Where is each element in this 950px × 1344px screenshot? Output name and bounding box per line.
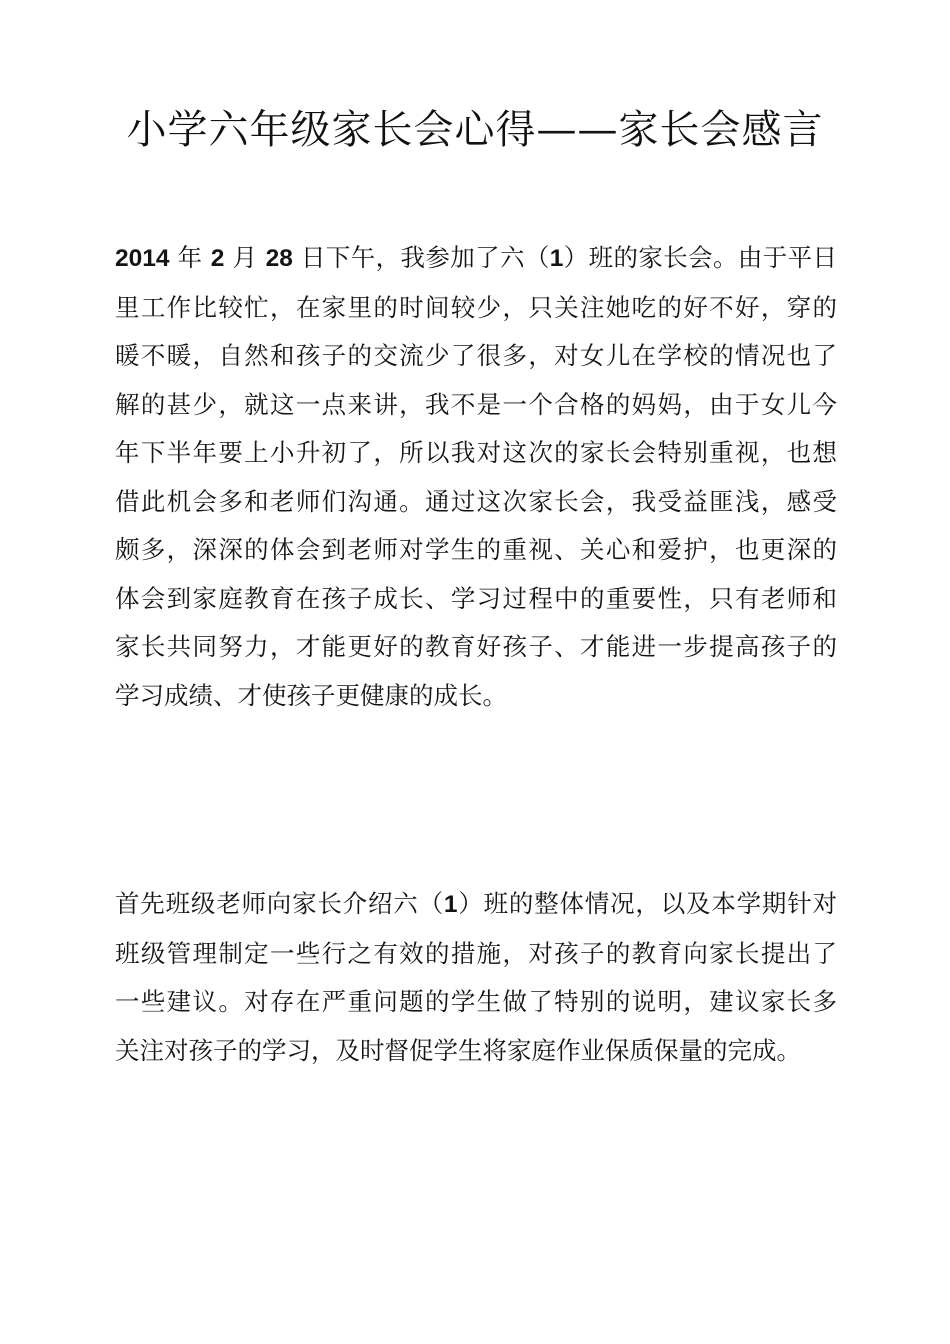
text-segment: 年 (169, 243, 211, 272)
text-segment: ）班的整体情况，以及本学期针对 (457, 889, 838, 918)
text-line: 体会到家庭教育在孩子成长、学习过程中的重要性，只有老师和 (115, 583, 837, 613)
text-line: 班级管理制定一些行之有效的措施，对孩子的教育向家长提出了 (115, 938, 837, 968)
text-line: 学习成绩、才使孩子更健康的成长。 (115, 680, 507, 710)
text-line: 里工作比较忙，在家里的时间较少，只关注她吃的好不好，穿的 (115, 292, 837, 322)
text-line: 年下半年要上小升初了，所以我对这次的家长会特别重视，也想 (115, 438, 837, 467)
text-segment: ）班的家长会。由于平日 (563, 243, 837, 272)
document-title: 小学六年级家长会心得——家长会感言 (126, 107, 824, 153)
text-line: 颇多，深深的体会到老师对学生的重视、关心和爱护，也更深的 (115, 535, 837, 564)
text-segment: 日下午，我参加了六（ (292, 243, 550, 272)
text-segment: 月 (224, 243, 266, 272)
text-line: 借此机会多和老师们沟通。通过这次家长会，我受益匪浅，感受 (115, 486, 837, 516)
number-text: 1 (443, 891, 458, 918)
paragraph-1 (115, 234, 837, 720)
text-line: 家长共同努力，才能更好的教育好孩子、才能进一步提高孩子的 (115, 632, 837, 661)
number-text: 2014 (115, 245, 170, 272)
text-line: 关注对孩子的学习，及时督促学生将家庭作业保质保量的完成。 (115, 1035, 801, 1065)
text-line: 暖不暖，自然和孩子的交流少了很多，对女儿在学校的情况也了 (115, 341, 837, 370)
paragraph-2 (115, 880, 837, 1075)
text-line: 一些建议。对存在严重问题的学生做了特别的说明，建议家长多 (115, 987, 837, 1016)
number-text: 2 (210, 245, 225, 272)
number-text: 28 (265, 245, 293, 272)
text-line (115, 880, 837, 930)
text-line: 解的甚少，就这一点来讲，我不是一个合格的妈妈，由于女儿今 (115, 389, 837, 419)
text-segment: 首先班级老师向家长介绍六（ (115, 889, 444, 918)
number-text: 1 (549, 245, 564, 272)
text-line (115, 234, 837, 284)
